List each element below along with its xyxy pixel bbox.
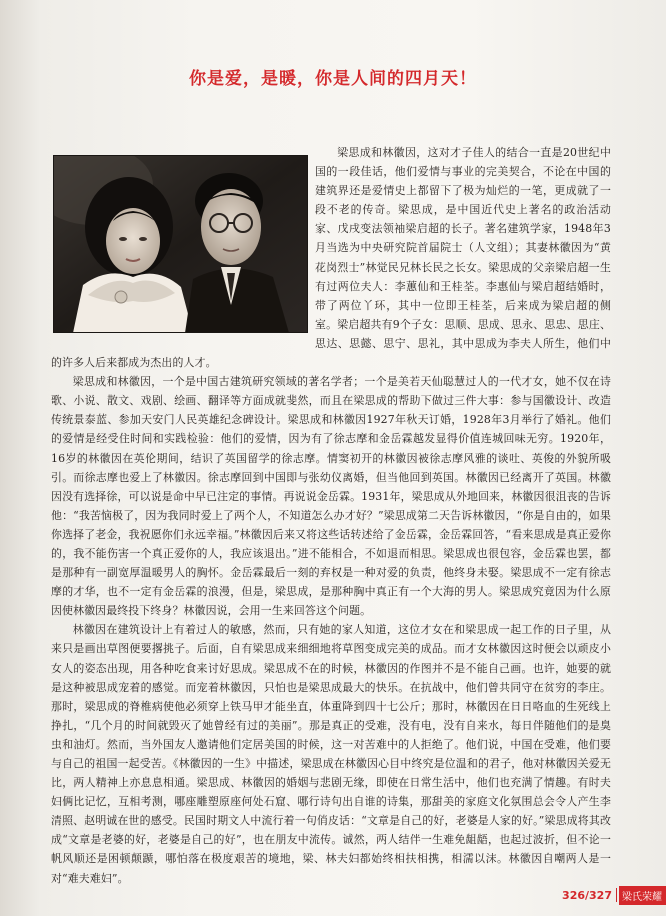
- page-footer: [562, 887, 666, 903]
- footer-divider: [616, 888, 617, 902]
- page-title: 你是爱，是暖，你是人间的四月天！: [189, 69, 477, 89]
- paragraph-2: 梁思成和林徽因，一个是中国古建筑研究领域的著名学者；一个是美若天仙聪慧过人的一代才女，她不仅在诗歌、小说、散文、戏剧、绘画、翻译等方面成就斐然，而且在梁思成的帮助下做过三件大事：参与国徽设计、改造传统景泰蓝、参加天安门人民英雄纪念碑设计。梁思成和林徽因1927年秋天订婚，1928年3月举行了婚礼。他们的爱情是经受住时间和实践检验：他们的爱情，因为有了徐志摩和金岳霖越发显得价值连城回味无穷。1920年，16岁的林徽因在英伦期间，结识了英国留学的徐志摩。情窦初开的林徽因被徐志摩风雅的谈吐、英俊的外貌所吸引。而徐志摩也爱上了林徽因。徐志摩回到中国即与张幼仪离婚，但当他回到英国。林徽因已经离开了英国。林徽因没有选择徐，可以说是命中早已注定的事情。再说说金岳霖。1931年，梁思成从外地回来，林徽因很沮丧的告诉他：“我苦恼极了，因为我同时爱上了两个人，不知道怎么办才好？”梁思成第二天告诉林徽因，“你是自由的，如果你选择了老金，我祝愿你们永远幸福。”林徽因后来又将这些话转述给了金岳霖，金岳霖回答，“看来思成是真正爱你的，我不能伤害一个真正爱你的人，我应该退出。”进不能相合，不如退而相思。梁思成也很包容，金岳霖也罢，都是那种有一副宽厚温暖男人的胸怀。金岳霖最后一刻的弃权是一种对爱的负责，他终身未娶。梁思成不一定有徐志摩的才华，也不一定有金岳霖的浪漫，但是，梁思成，是那种胸中真正有一个大海的男人。梁思成究竟因为什么原因使林徽因最终投下终身？林徽因说，会用一生来回答这个问题。: [51, 375, 611, 618]
- paragraph-1: 梁思成和林徽因，这对才子佳人的结合一直是20世纪中国的一段佳话，他们爱情与事业的完美契合，不论在中国的建筑界还是爱情史上都留下了极为灿烂的一笔，更成就了一段不老的传奇。梁思成，是中国近代史上著名的政治活动家、戊戌变法领袖梁启超的长子。著名建筑学家，1948年3月当选为中央研究院首届院士（人文组）；其妻林徽因为“黄花岗烈士”林觉民兄林长民之长女。梁思成的父亲梁启超一生有过两位夫人：李蕙仙和王桂荃。李惠仙与梁启超结婚时，带了两位丫环，其中一位即王桂荃，后来成为梁启超的侧室。梁启超共有9个子女：思顺、思成、思永、思忠、思庄、思达、思懿、思宁、思礼，其中思成为李夫人所生，他们中的许多人后来都成为杰出的人才。: [51, 146, 611, 370]
- page-numbers: 326/327: [562, 888, 612, 902]
- section-label: 梁氏荣耀: [619, 886, 666, 905]
- article-body: [51, 143, 611, 888]
- paragraph-3: 林徽因在建筑设计上有着过人的敏感，然而，只有她的家人知道，这位才女在和梁思成一起工作的日子里，从来只是画出草图便要撂挑子。后面，自有梁思成来细细地将草图变成完美的成品。而才女林徽因这时便会以顽皮小女人的姿态出现，用各种吃食来讨好思成。梁思成不在的时候，林徽因的作图并不是不能自己画。也许，她要的就是这种被思成宠着的感觉。而宠着林徽因，只怕也是梁思成最大的快乐。在抗战中，他们曾共同守在贫穷的李庄。那时，梁思成的脊椎病使他必须穿上铁马甲才能坐直，体重降到四十七公斤；那时，林徽因在日日咯血的生死线上挣扎，“几个月的时间就毁灭了她曾经有过的美丽”。那是真正的受难，没有电，没有自来水，每日伴随他们的是臭虫和油灯。然而，当外国友人邀请他们定居美国的时候，这一对苦难中的人拒绝了。他们说，中国在受难，他们要与自己的祖国一起受苦。《林徽因的一生》中描述，梁思成在林徽因心目中终究是位温和的君子，他对林徽因关爱无比，两人精神上亦息息相通。梁思成、林徽因的婚姻与悲剧无缘，即使在日常生活中，他们也充满了情趣。有时夫妇俩比记忆，互相考测，哪座雕塑原座何处石窟、哪行诗句出自谁的诗集，那甜美的家庭文化氛围总会令人产生李清照、赵明诚在世的感受。民国时期文人中流行着一句俏皮话：“文章是自己的好，老婆是人家的好。”梁思成将其改成“文章是老婆的好，老婆是自己的好”，也在朋友中流传。诚然，两人结伴一生难免龃龉，也起过波折，但不论一帆风顺还是困顿颠踬，哪怕落在极度艰苦的境地，梁、林夫妇都始终相扶相携，相濡以沫。林徽因自嘲两人是一对“难夫难妇”。: [51, 623, 611, 885]
